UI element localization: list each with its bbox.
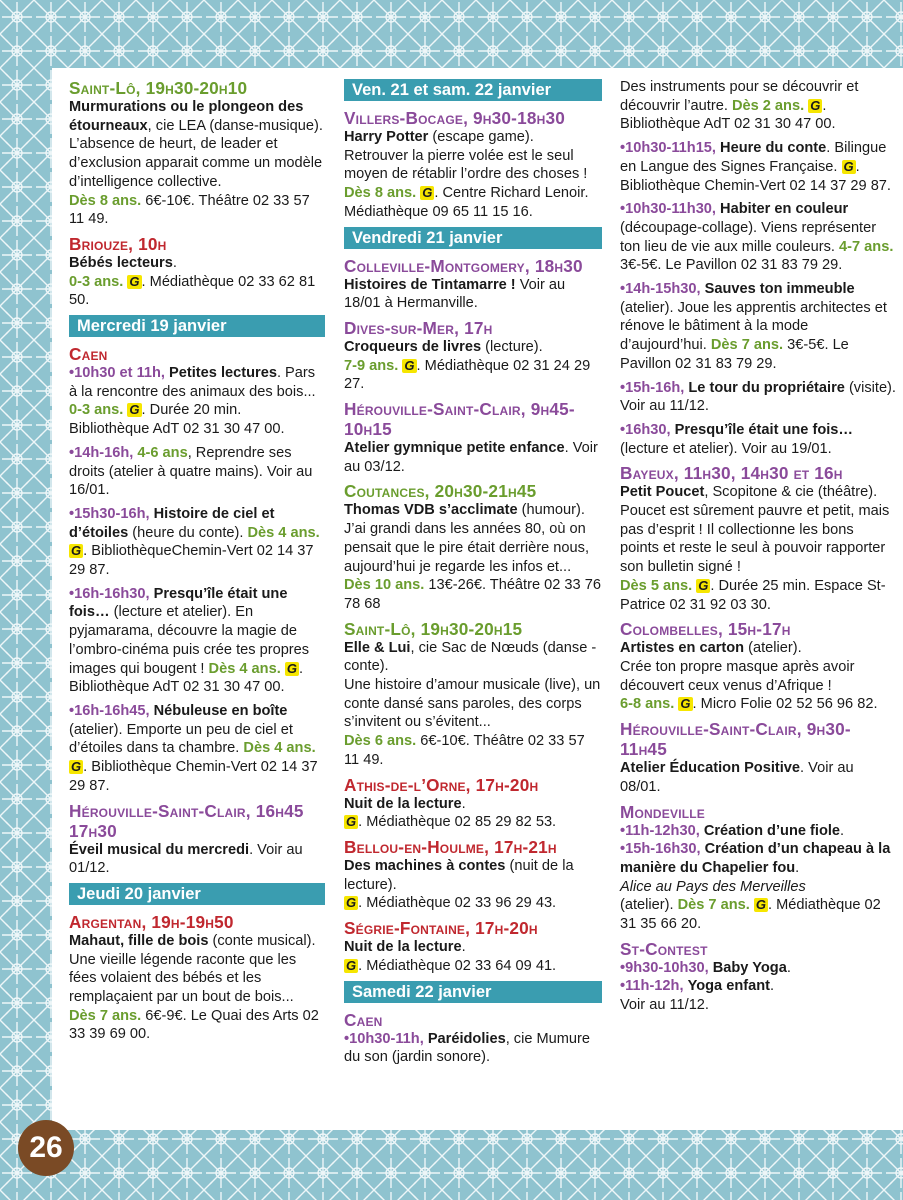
g-badge-icon: G <box>129 273 140 289</box>
page-number: 26 <box>18 1120 74 1176</box>
event-block <box>344 837 602 913</box>
event-description: Voir au 11/12. <box>620 997 709 1014</box>
event-type: , cie Sac de Nœuds (danse - conte). <box>344 639 597 675</box>
event-title: Artistes en carton <box>620 640 745 657</box>
event-item <box>620 421 896 458</box>
punctuation: . <box>840 822 845 839</box>
column-2 <box>344 78 602 1072</box>
age-label: Dès 10 ans. <box>344 577 425 594</box>
event-time: •15h30-16h, <box>69 505 150 522</box>
event-block <box>344 318 602 394</box>
age-label: Dès 5 ans. <box>620 577 693 594</box>
event-description: , Reprendre ses droits (atelier à quatre mains). Voir au 16/01. <box>69 444 313 499</box>
event-block <box>344 399 602 476</box>
event-time: •10h30-11h15, <box>620 140 716 157</box>
event-title: Nuit de la lecture <box>344 939 462 956</box>
event-block: Athis-de-l’Orne, 17h-20h Nuit de la lecture. G . Médiathèque 02 85 29 82 53. <box>344 775 602 832</box>
event-info: . Médiathèque 02 31 35 66 20. <box>620 897 881 933</box>
event-time: •16h-16h30, <box>69 585 150 602</box>
event-title: Éveil musical du mercredi <box>69 841 250 858</box>
event-block <box>620 719 896 796</box>
event-description: . Bilingue en Langue des Signes Française. <box>620 140 887 175</box>
event-info: . Durée 25 min. Espace St-Patrice 02 31 92 03 30. <box>620 577 886 613</box>
event-time: •10h30-11h, <box>344 1030 424 1047</box>
event-info: . Voir au 01/12. <box>69 841 303 877</box>
event-type: , Scopitone & cie (théâtre). <box>704 484 878 501</box>
age-label: Dès 8 ans. <box>344 185 417 202</box>
event-item <box>69 505 325 580</box>
event-time: •11h-12h30, <box>620 822 700 839</box>
event-title: Elle & Lui <box>344 639 411 656</box>
event-block <box>344 1010 602 1067</box>
event-info: . Bibliothèque Chemin-Vert 02 14 37 29 87. <box>69 759 318 794</box>
age-label: Dès 4 ans. <box>208 660 281 677</box>
event-description: (atelier). Joue les apprentis architectes et rénove le bâtiment à la mode d’aujourd’hui. <box>620 299 887 354</box>
event-block <box>344 108 602 222</box>
event-info: . Voir au 08/01. <box>620 760 854 795</box>
event-description: Crée ton propre masque après avoir découvert ceux venus d’Afrique ! <box>620 658 855 694</box>
age-label: 4-7 ans. <box>839 238 894 255</box>
event-time: •16h-16h45, <box>69 702 150 719</box>
event-title: Petites lectures <box>169 365 277 382</box>
event-description: (visite). Voir au 11/12. <box>620 379 896 415</box>
content-page <box>52 68 903 1130</box>
event-description: (atelier). Emporte un peu de ciel et d’étoiles dans ta chambre. <box>69 721 293 757</box>
event-info: . Centre Richard Lenoir. Médiathèque 09 65 11 15 16. <box>344 185 589 220</box>
event-description: J’ai grandi dans les années 80, où on pensait que le pire était derrière nous, aujourd’hui je regarde les infos et... <box>344 521 590 575</box>
age-label: Dès 7 ans. <box>69 1007 142 1024</box>
event-time: •11h-12h, <box>620 978 684 995</box>
event-title: Atelier Éducation Positive <box>620 760 801 777</box>
g-badge-icon: G <box>422 185 433 201</box>
event-info: . Médiathèque 02 33 96 29 43. <box>358 895 557 912</box>
event-info: . Médiathèque 02 33 62 81 50. <box>69 273 316 309</box>
event-title: Création d’un chapeau à la manière du Chapelier fou <box>620 841 891 876</box>
event-item <box>69 364 325 439</box>
g-badge-icon: G <box>346 814 357 830</box>
event-block <box>620 802 896 934</box>
event-description: , cie Mumure du son (jardin sonore). <box>344 1030 591 1066</box>
age-label: 6-8 ans. <box>620 696 675 713</box>
event-title: Murmurations ou le plongeon des étourneaux <box>69 99 304 134</box>
event-title: Harry Potter <box>344 129 429 145</box>
event-info: . Médiathèque 02 33 64 09 41. <box>358 957 557 974</box>
event-info: . Micro Folie 02 52 56 96 82. <box>692 696 878 713</box>
event-block <box>344 481 602 613</box>
location-heading: Saint-Lô, 19h30-20h10 <box>69 78 248 98</box>
event-time: •10h30 et 11h, <box>69 365 165 382</box>
event-title: Atelier gymnique petite enfance <box>344 440 565 457</box>
g-badge-icon: G <box>286 660 297 676</box>
event-type: (humour). <box>517 502 585 519</box>
event-description: (atelier). <box>620 897 678 914</box>
event-info: . BibliothèqueChemin-Vert 02 14 37 29 87. <box>69 543 314 579</box>
event-title: Presqu’île était une fois… <box>69 585 288 621</box>
event-title: Heure du conte <box>720 140 827 157</box>
location-heading: Bayeux, 11h30, 14h30 et 16h <box>620 463 843 484</box>
event-title: Le tour du propriétaire <box>688 379 845 396</box>
event-block <box>344 619 602 770</box>
event-block <box>69 801 325 878</box>
event-item <box>69 444 325 500</box>
event-title: Thomas VDB s’acclimate <box>344 502 518 519</box>
event-time: •10h30-11h30, <box>620 201 716 218</box>
g-badge-icon: G <box>843 158 854 174</box>
event-title: Nuit de la lecture <box>344 795 462 812</box>
event-title: Mahaut, fille de bois <box>69 932 209 949</box>
event-info: 3€-5€. Le Pavillon 02 31 83 79 29. <box>620 337 849 372</box>
event-info: 6€-9€. Le Quai des Arts 02 33 39 69 00. <box>69 1007 319 1043</box>
location-heading: Argentan, 19h-19h50 <box>69 911 234 932</box>
event-item <box>620 200 896 275</box>
event-type: (escape game). <box>428 129 534 145</box>
location-heading: Bellou-en-Houlme, 17h-21h <box>344 836 557 857</box>
event-time: •15h-16h, <box>620 379 685 396</box>
location-heading: Coutances, 20h30-21h45 <box>344 481 537 502</box>
event-time: •9h30-10h30, <box>620 959 709 976</box>
location-heading: Caen <box>344 1009 383 1030</box>
event-description: L’absence de heurt, de leader et d’exclusion apparait comme un modèle d’intelligence collective. <box>69 136 323 190</box>
location-heading: Villers-Bocage, 9h30-18h30 <box>344 108 565 128</box>
g-badge-icon: G <box>129 402 140 418</box>
location-heading: Hérouville-Saint-Clair, 9h45-10h15 <box>344 399 575 440</box>
event-time: •14h-16h, <box>69 444 134 461</box>
day-banner: Mercredi 19 janvier <box>69 315 325 337</box>
event-type: (lecture). <box>481 338 543 355</box>
event-time: •14h-15h30, <box>620 281 701 298</box>
g-badge-icon: G <box>346 957 357 973</box>
age-label: Dès 8 ans. <box>69 192 142 209</box>
event-description: . Pars à la rencontre des animaux des bois... <box>69 365 316 400</box>
event-info: . Bibliothèque Chemin-Vert 02 14 37 29 87. <box>620 158 891 194</box>
age-label: Dès 4 ans. <box>243 740 316 757</box>
event-title: Histoires de Tintamarre ! <box>344 276 516 293</box>
event-block: Ségrie-Fontaine, 17h-20h Nuit de la lecture. G . Médiathèque 02 33 64 09 41. <box>344 918 602 975</box>
location-heading: Athis-de-l’Orne, 17h-20h <box>344 774 539 795</box>
age-label: Dès 4 ans. <box>247 524 320 541</box>
age-label: Dès 6 ans. <box>344 733 417 750</box>
event-block <box>620 619 896 714</box>
event-title: Histoire de ciel et d’étoiles <box>69 505 275 541</box>
location-heading: Mondeville <box>620 801 705 822</box>
g-badge-icon: G <box>698 577 709 593</box>
event-block <box>69 912 325 1044</box>
event-info: 6€-10€. Théâtre 02 33 57 11 49. <box>344 733 585 768</box>
location-heading: Colombelles, 15h-17h <box>620 619 791 640</box>
day-banner: Samedi 22 janvier <box>344 981 602 1003</box>
age-label: Dès 7 ans. <box>677 897 750 914</box>
event-title: Baby Yoga <box>712 959 787 976</box>
event-block <box>344 256 602 313</box>
event-title: Croqueurs de livres <box>344 338 482 355</box>
location-heading: Briouze, 10h <box>69 233 167 254</box>
event-title: Paréidolies <box>427 1030 506 1047</box>
age-label: 7-9 ans. <box>344 357 399 374</box>
event-title: Nébuleuse en boîte <box>153 702 288 719</box>
g-badge-icon: G <box>810 97 821 113</box>
location-heading: Caen <box>69 344 108 365</box>
event-block <box>69 344 325 795</box>
location-heading: St-Contest <box>620 938 708 959</box>
age-label: Dès 2 ans. <box>731 97 805 114</box>
age-label: Dès 7 ans. <box>710 337 784 354</box>
event-title: Petit Poucet <box>620 484 705 501</box>
event-item <box>69 585 325 697</box>
event-block: Briouze, 10h Bébés lecteurs. 0-3 ans. G . Médiathèque 02 33 62 81 50. <box>69 234 325 310</box>
book-title: Alice au Pays des Merveilles <box>620 878 806 895</box>
event-description: Des instruments pour se découvrir et découvrir l’autre. <box>620 79 859 114</box>
event-title: Yoga enfant <box>687 978 771 995</box>
event-item <box>69 702 325 796</box>
event-title: Presqu’île était une fois… <box>674 421 854 438</box>
event-type: (nuit de la lecture). <box>344 857 574 893</box>
event-block <box>620 939 896 1015</box>
event-info: . Bibliothèque AdT 02 31 30 47 00. <box>69 660 303 696</box>
event-title: Habiter en couleur <box>720 201 849 218</box>
age-label: 0-3 ans. <box>69 273 124 290</box>
event-title: Création d’une fiole <box>703 822 841 839</box>
event-info: . Médiathèque 02 31 24 29 27. <box>344 357 591 393</box>
event-description: (heure du conte). <box>128 524 248 541</box>
location-heading: Hérouville-Saint-Clair, 16h45 17h30 <box>69 800 304 841</box>
location-heading: Dives-sur-Mer, 17h <box>344 317 493 338</box>
event-title: Sauves ton immeuble <box>704 281 855 298</box>
event-info: . Durée 20 min. Bibliothèque AdT 02 31 30 47 00. <box>69 402 285 438</box>
event-description: (lecture et atelier). Voir au 19/01. <box>620 440 832 457</box>
event-time: •15h-16h30, <box>620 841 701 858</box>
event-description: Poucet est sûrement pauvre et petit, mais pas d’esprit ! Il collectionne les bons points et reste le seul à pouvoir rapporter son bulletin signé ! <box>620 503 890 576</box>
event-time: •16h30, <box>620 421 671 438</box>
event-info: . Voir au 03/12. <box>344 440 598 475</box>
age-label: 0-3 ans. <box>69 402 124 419</box>
event-block <box>620 78 896 134</box>
g-badge-icon: G <box>680 696 691 712</box>
punctuation: . <box>770 978 775 995</box>
event-title: Bébés lecteurs <box>69 254 173 271</box>
event-block <box>620 463 896 614</box>
day-banner: Ven. 21 et sam. 22 janvier <box>344 79 602 101</box>
day-banner: Vendredi 21 janvier <box>344 227 602 249</box>
g-badge-icon: G <box>71 543 82 559</box>
event-block <box>69 78 325 229</box>
event-type: (atelier). <box>744 640 802 657</box>
punctuation: . <box>786 959 791 976</box>
event-description: Une vieille légende raconte que les fées volaient des bébés et les remplaçaient par un bout de bois... <box>69 951 297 1006</box>
event-type: (conte musical). <box>208 932 316 949</box>
event-description: Une histoire d’amour musicale (live), un conte dansé sans paroles, des corps s’invitent ou s’évitent... <box>344 677 601 731</box>
column-3 <box>620 78 896 1020</box>
g-badge-icon: G <box>755 897 766 913</box>
event-type: , cie LEA (danse-musique). <box>147 117 323 134</box>
column-1 <box>69 78 325 1049</box>
g-badge-icon: G <box>346 895 357 911</box>
event-description: (découpage-collage). Viens représenter ton lieu de vie aux mille couleurs. <box>620 219 877 255</box>
location-heading: Colleville-Montgomery, 18h30 <box>344 255 583 276</box>
event-info: 6€-10€. Théâtre 02 33 57 11 49. <box>69 192 310 228</box>
location-heading: Saint-Lô, 19h30-20h15 <box>344 618 523 639</box>
punctuation: . <box>795 859 800 876</box>
event-item <box>620 139 896 195</box>
day-banner: Jeudi 20 janvier <box>69 883 325 905</box>
event-info: . Médiathèque 02 85 29 82 53. <box>358 814 557 831</box>
event-title: Des machines à contes <box>344 857 506 874</box>
event-info: Voir au 18/01 à Hermanville. <box>344 276 566 312</box>
g-badge-icon: G <box>404 357 415 373</box>
event-item <box>620 379 896 416</box>
g-badge-icon: G <box>71 759 82 775</box>
location-heading: Hérouville-Saint-Clair, 9h30-11h45 <box>620 719 851 760</box>
location-heading: Ségrie-Fontaine, 17h-20h <box>344 918 538 939</box>
event-description: (lecture et atelier). En pyjamarama, découvre la magie de l’ombro-cinéma puis crée tes propres images qui bougent ! <box>69 604 310 677</box>
event-info: 13€-26€. Théâtre 02 33 76 78 68 <box>344 577 601 612</box>
event-info: . Bibliothèque AdT 02 31 30 47 00. <box>620 97 836 133</box>
event-description: Retrouver la pierre volée est le seul moyen de rétablir l’ordre des choses ! <box>344 147 588 183</box>
age-label: 4-6 ans <box>137 444 188 461</box>
event-item <box>620 280 896 374</box>
event-info: 3€-5€. Le Pavillon 02 31 83 79 29. <box>620 257 843 274</box>
